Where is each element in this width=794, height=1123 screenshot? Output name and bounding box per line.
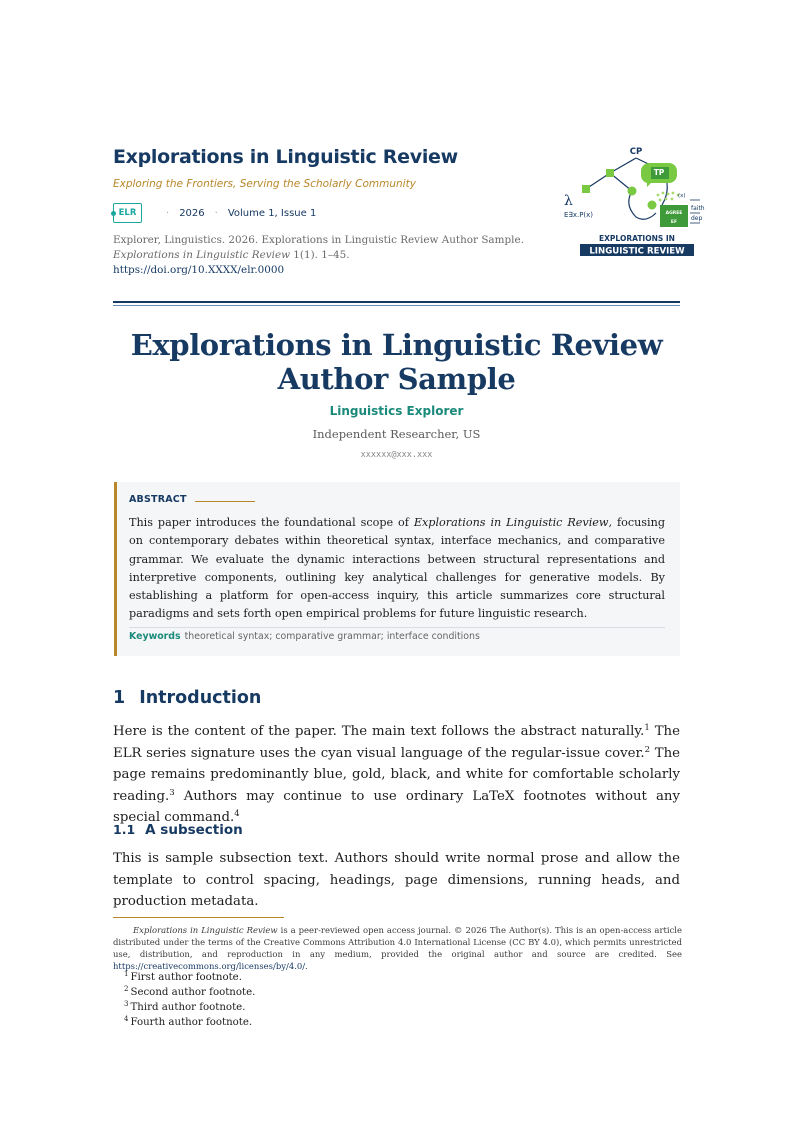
section-heading [113,688,261,708]
footnote-marker[interactable]: 1 [644,723,650,733]
doi-link[interactable]: https://doi.org/10.XXXX/elr.0000 [113,264,285,276]
sentence: Here is the content of the paper. The main text follows the abstract naturally. [113,724,645,739]
citation-source [113,248,553,263]
logo-formula: E∃x.P(x) [564,211,594,219]
author-name: Linguistics Explorer [329,404,464,418]
sentence: The page remains predominantly blue, gold, black, and white for comfortable scholarly reading. [113,745,680,804]
author-affiliation: Independent Researcher, US [312,427,481,441]
license-end: . [305,961,308,971]
lambda-icon: λ [564,193,573,209]
citation-block [113,233,553,278]
abstract-heading-rule [195,501,255,502]
citation-pages: 1(1). 1–45. [293,249,350,261]
footnote-number: 2 [124,985,129,993]
footnote-number: 3 [124,1000,129,1008]
logo-agree: AGREE [665,211,683,216]
journal-logo [560,143,705,261]
volume-issue: Volume 1, Issue 1 [227,207,317,219]
footnote-marker[interactable]: 3 [169,787,175,798]
license-link[interactable]: https://creativecommons.org/licenses/by/4.0/ [113,961,306,971]
logo-faith: faith [691,205,705,212]
footnote-item [124,970,255,985]
section-number: 1 [113,688,126,708]
abstract-heading: ABSTRACT [129,494,187,505]
logo-text-line1: EXPLORATIONS IN [599,234,675,243]
issue-meta-row [113,203,316,223]
footnote-text: Fourth author footnote. [130,1017,253,1028]
badge-label: ELR [118,208,137,218]
journal-tagline: Exploring the Frontiers, Serving the Scholarly Community [113,178,416,190]
footnote-text: Third author footnote. [130,1002,246,1013]
header-rule [113,301,680,303]
keywords [129,631,480,642]
logo-node-tp: TP [653,168,665,177]
author-email[interactable]: xxxxxx@xxx.xxx [360,450,433,460]
footnote-item [124,1000,255,1015]
logo-dep: dep [691,215,703,222]
footnote-item [124,1015,255,1030]
subsection-number: 1.1 [113,822,136,837]
journal-title: Explorations in Linguistic Review [113,146,458,168]
license-text: is a peer-reviewed open access journal. © 2026 The Author(s). This is an open-access article distributed under the terms of the Creative Commons Attribution 4.0 International License (CC BY 4.0), which permits unrestricted use, distribution, and reproduction in any medium, provided the original author and source are credited. See [113,925,682,959]
footnote-marker[interactable]: 4 [234,809,240,820]
footnote-text: Second author footnote. [130,987,256,998]
abstract-text-rest: , focusing on contemporary debates within theoretical syntax, interface mechanics, and comparative grammar. We evaluate the dynamic interactions between structural representations and interpretive components, outlining key analytical challenges for generative models. By establishing a platform for open-access inquiry, this article summarizes core structural paradigms and sets forth open empirical problems for future linguistic research. [129,516,665,621]
keywords-divider [129,627,665,628]
header-rule-thin [113,305,680,306]
sentence: Authors may continue to use ordinary LaTeX footnotes without any special command. [113,788,680,826]
elr-badge [113,203,142,223]
citation-line: Explorer, Linguistics. 2026. Explorations in Linguistic Review Author Sample. [113,234,524,246]
keywords-label: Keywords [129,631,181,642]
logo-node-cp: CP [629,147,643,157]
citation-journal: Explorations in Linguistic Review [113,249,290,261]
intro-paragraph [113,721,680,829]
footnote-text: First author footnote. [130,972,242,983]
footnote-marker[interactable]: 2 [644,744,651,755]
badge-dot-icon [111,211,116,216]
abstract-text-start: This paper introduces the foundational scope of [129,516,414,529]
subsection-title: A subsection [145,822,243,838]
abstract-text [129,514,665,624]
abstract-journal-name: Explorations in Linguistic Review [413,516,609,529]
license-footnote [113,924,682,972]
issue-year: 2026 [179,207,205,219]
footnote-rule [113,917,284,918]
license-journal: Explorations in Linguistic Review [133,925,278,935]
logo-ef: EF [670,220,678,225]
footnote-item [124,985,255,1000]
subsection-paragraph: This is sample subsection text. Authors should write normal prose and allow the template to control spacing, headings, page dimensions, running heads, and production metadata. [113,851,680,910]
separator-dot: · [166,207,170,219]
logo-text-line2: LINGUISTIC REVIEW [589,246,685,257]
logo-x-label: (x) [678,193,686,199]
footnote-list [124,970,255,1030]
section-title: Introduction [139,688,262,708]
footnote-number: 1 [124,970,129,978]
keywords-value: theoretical syntax; comparative grammar; interface conditions [184,631,480,642]
paper-title: Explorations in Linguistic Review Author Sample [130,328,663,396]
footnote-number: 4 [124,1015,129,1023]
sentence: The ELR series signature uses the cyan visual language of the regular-issue cover. [113,724,680,761]
subsection-heading [113,822,243,838]
separator-dot: · [214,207,218,219]
